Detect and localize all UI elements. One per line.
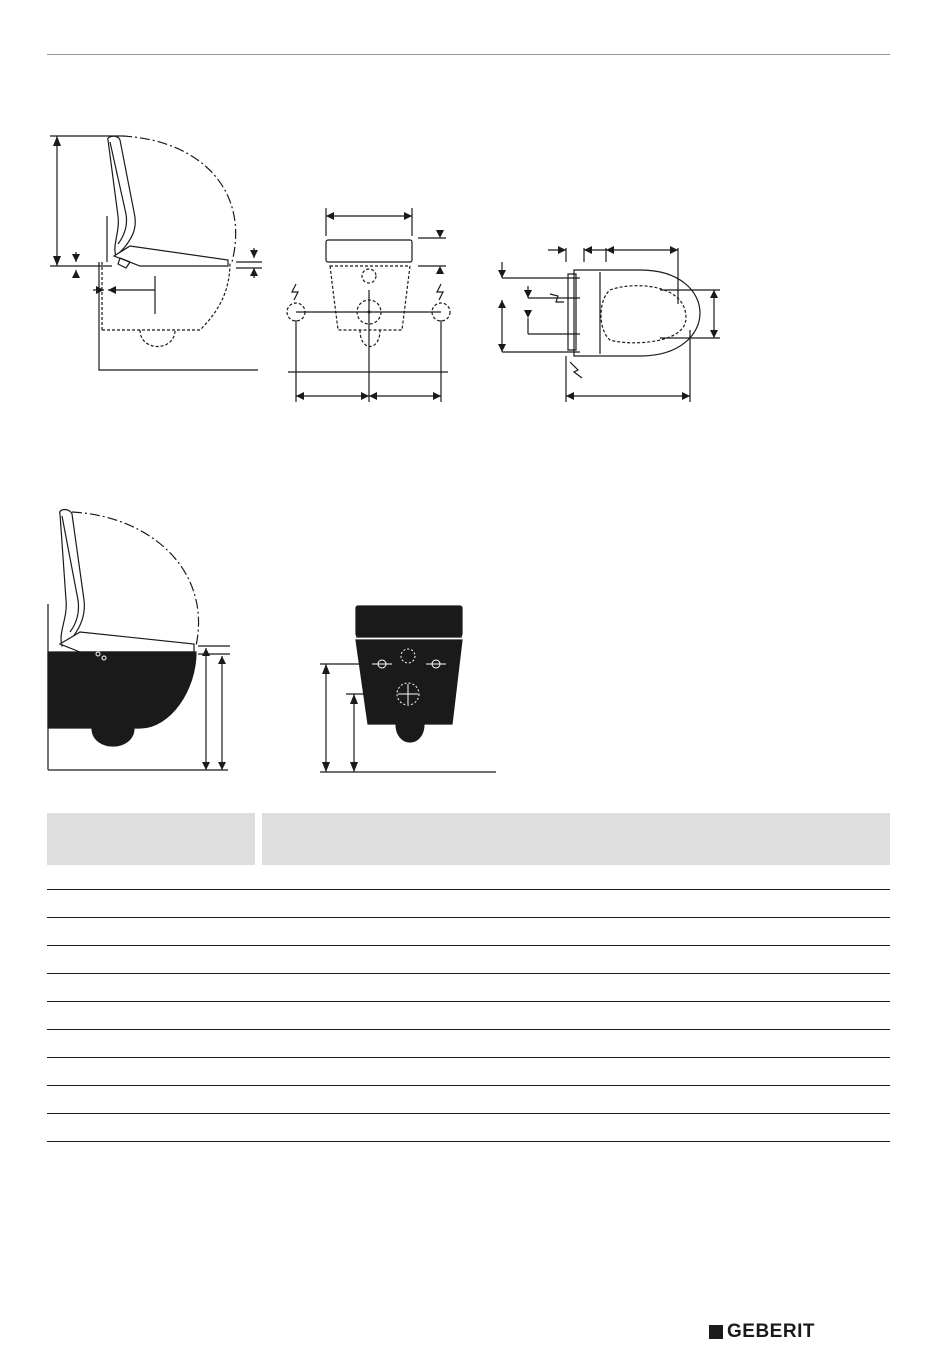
spec-table: [47, 813, 890, 1142]
table-cell: [47, 946, 890, 974]
table-cell: [47, 1086, 890, 1114]
table-row: [47, 1030, 890, 1058]
front-view-drawing-2: [0, 0, 500, 790]
table-row: [47, 1058, 890, 1086]
table-header-cell: [47, 813, 255, 865]
table-row: [47, 946, 890, 974]
table-row: [47, 890, 890, 918]
table-row: [47, 974, 890, 1002]
table-row: [47, 865, 890, 890]
table-row: [47, 1086, 890, 1114]
table-cell: [47, 1114, 890, 1142]
table-row: [47, 1114, 890, 1142]
table-header-gap: [255, 813, 262, 865]
table-header-cell: [262, 813, 890, 865]
table-cell: [47, 974, 890, 1002]
geberit-logo: [709, 1321, 815, 1343]
table-cell: [47, 1058, 890, 1086]
table-row: [47, 918, 890, 946]
table-cell: [47, 1002, 890, 1030]
table-row: [47, 1002, 890, 1030]
table-header-row: [47, 813, 890, 865]
table-cell: [47, 918, 890, 946]
logo-square-icon: [709, 1325, 723, 1339]
table-cell: [47, 865, 890, 890]
table-cell: [47, 890, 890, 918]
logo-text: GEBERIT: [727, 1321, 815, 1342]
table-cell: [47, 1030, 890, 1058]
